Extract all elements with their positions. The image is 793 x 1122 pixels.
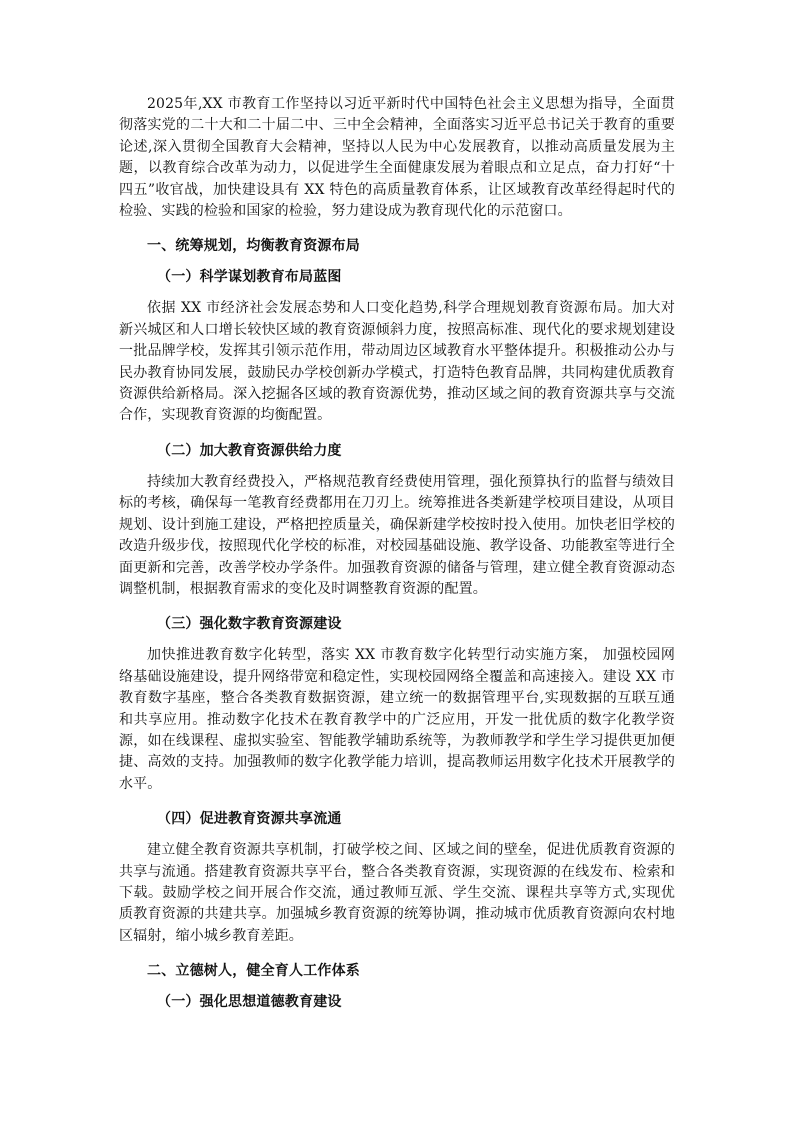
section1-sub3-paragraph: 加快推进教育数字化转型，落实 XX 市教育数字化转型行动实施方案， 加强校园网络基础设施建设，提升网络带宽和稳定性，实现校园网络全覆盖和高速接入。建设 XX 市教育数字基座，整合各类教育数据资源，建立统一的数据管理平台,实现数据的互联互通和共享应用。推动数字化技术在教育教学中的广泛应用，开发一批优质的数字化教学资源，如在线课程、虚拟实验室、智能教学辅助系统等，为教师教学和学生学习提供更加便捷、高效的支持。加强教师的数字化教学能力培训，提高教师运用数字化技术开展教学的水平。	[119, 647, 675, 792]
section1-sub1-heading: （一）科学谋划教育布局蓝图	[157, 269, 342, 286]
document-page	[119, 94, 675, 1023]
section2-sub1-heading: （一）强化思想道德教育建设	[157, 994, 342, 1011]
section2-heading: 二、立德树人，健全育人工作体系	[147, 963, 360, 980]
section1-heading: 一、统筹规划，均衡教育资源布局	[147, 238, 360, 255]
section1-sub4-paragraph: 建立健全教育资源共享机制，打破学校之间、区域之间的壁垒，促进优质教育资源的共享与流通。搭建教育资源共享平台，整合各类教育资源，实现资源的在线发布、检索和下载。鼓励学校之间开展合作交流，通过教师互派、学生交流、课程共享等方式,实现优质教育资源的共建共享。加强城乡教育资源的统筹协调，推动城市优质教育资源向农村地区辐射，缩小城乡教育差距。	[119, 842, 675, 944]
section1-sub3-heading: （三）强化数字教育资源建设	[157, 616, 342, 633]
section1-sub1-paragraph: 依据 XX 市经济社会发展态势和人口变化趋势,科学合理规划教育资源布局。加大对新兴城区和人口增长较快区域的教育资源倾斜力度，按照高标准、现代化的要求规划建设一批品牌学校，发挥其引领示范作用，带动周边区域教育水平整体提升。积极推动公办与民办教育协同发展，鼓励民办学校创新办学模式，打造特色教育品牌，共同构建优质教育资源供给新格局。深入挖掘各区域的教育资源优势，推动区域之间的教育资源共享与交流合作，实现教育资源的均衡配置。	[119, 300, 675, 424]
section1-sub4-heading: （四）促进教育资源共享流通	[157, 811, 342, 828]
section1-sub2-heading: （二）加大教育资源供给力度	[157, 442, 342, 459]
section1-sub2-paragraph: 持续加大教育经费投入，严格规范教育经费使用管理，强化预算执行的监督与绩效目标的考核，确保每一笔教育经费都用在刀刃上。统筹推进各类新建学校项目建设，从项目规划、设计到施工建设，严格把控质量关，确保新建学校按时投入使用。加快老旧学校的改造升级步伐，按照现代化学校的标准，对校园基础设施、教学设备、功能教室等进行全面更新和完善，改善学校办学条件。加强教育资源的储备与管理，建立健全教育资源动态调整机制，根据教育需求的变化及时调整教育资源的配置。	[119, 473, 675, 597]
intro-paragraph: 2025年,XX 市教育工作坚持以习近平新时代中国特色社会主义思想为指导，全面贯彻落实党的二十大和二十届二中、三中全会精神，全面落实习近平总书记关于教育的重要论述,深入贯彻全国教育大会精神，坚持以人民为中心发展教育，以推动高质量发展为主题，以教育综合改革为动力，以促进学生全面健康发展为着眼点和立足点，奋力打好“十四五”收官战，加快建设具有 XX 特色的高质量教育体系，让区域教育改革经得起时代的检验、实践的检验和国家的检验，努力建设成为教育现代化的示范窗口。	[119, 96, 675, 220]
